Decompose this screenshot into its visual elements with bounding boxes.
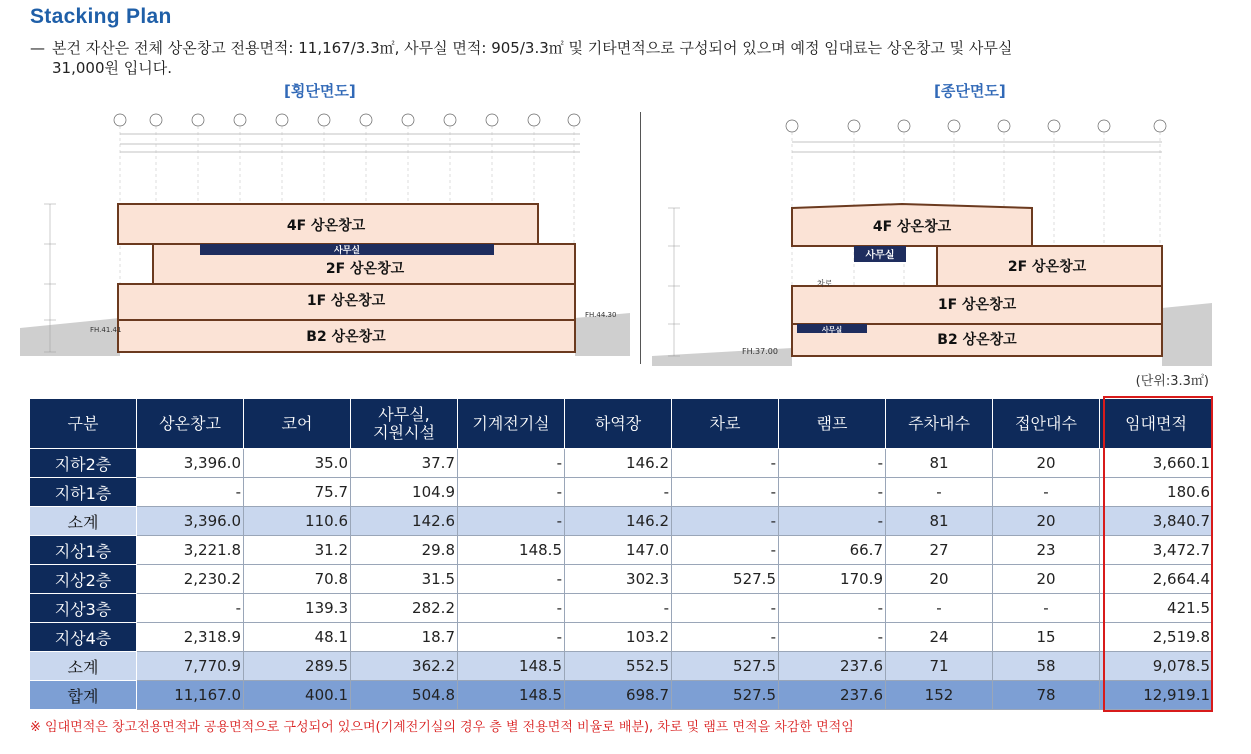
row-label: 소계	[30, 507, 137, 536]
table-cell: 362.2	[351, 652, 458, 681]
column-header: 구분	[30, 399, 137, 449]
table-cell: -	[137, 594, 244, 623]
page-title: Stacking Plan	[30, 5, 172, 28]
table-cell: 31.5	[351, 565, 458, 594]
table-cell: -	[779, 478, 886, 507]
cross-floor-1f: 1F 상온창고	[306, 293, 386, 309]
column-header: 하역장	[565, 399, 672, 449]
description	[30, 38, 1230, 78]
table-cell: 237.6	[779, 652, 886, 681]
table-row	[30, 536, 1213, 565]
row-label: 지하2층	[30, 449, 137, 478]
table-cell: 3,472.7	[1100, 536, 1213, 565]
table-cell: 35.0	[244, 449, 351, 478]
column-header: 차로	[672, 399, 779, 449]
table-cell: -	[993, 594, 1100, 623]
row-label: 지하1층	[30, 478, 137, 507]
stacking-table	[29, 398, 1213, 710]
table-cell: 81	[886, 507, 993, 536]
table-cell: 400.1	[244, 681, 351, 710]
cross-floor-office: 사무실	[333, 246, 361, 256]
long-floor-b2: B2 상온창고	[937, 332, 1017, 348]
long-floor-1f: 1F 상온창고	[937, 297, 1017, 313]
long-section-drawing	[652, 108, 1212, 366]
table-cell: 180.6	[1100, 478, 1213, 507]
table-cell: 3,396.0	[137, 449, 244, 478]
table-cell: 7,770.9	[137, 652, 244, 681]
table-cell: 2,664.4	[1100, 565, 1213, 594]
table-row	[30, 681, 1213, 710]
table-cell: 302.3	[565, 565, 672, 594]
table-cell: -	[672, 449, 779, 478]
column-header: 램프	[779, 399, 886, 449]
table-row	[30, 594, 1213, 623]
table-cell: 170.9	[779, 565, 886, 594]
table-cell: -	[458, 623, 565, 652]
table-cell: 152	[886, 681, 993, 710]
table-cell: 237.6	[779, 681, 886, 710]
cross-fh-left: FH.41.41	[90, 326, 122, 334]
cross-floor-b2: B2 상온창고	[306, 329, 386, 345]
table-cell: 289.5	[244, 652, 351, 681]
long-section-caption: [종단면도]	[934, 82, 1006, 100]
long-floor-4f: 4F 상온창고	[872, 219, 952, 235]
table-cell: 27	[886, 536, 993, 565]
table-cell: 70.8	[244, 565, 351, 594]
table-cell: 148.5	[458, 652, 565, 681]
table-cell: 3,660.1	[1100, 449, 1213, 478]
table-cell: 527.5	[672, 652, 779, 681]
table-row	[30, 478, 1213, 507]
table-cell: 148.5	[458, 536, 565, 565]
unit-label: (단위:3.3㎡)	[1135, 374, 1209, 389]
footnote: ※ 임대면적은 창고전용면적과 공용면적으로 구성되어 있으며(기계전기실의 경우 층 별 전용면적 비율로 배분), 차로 및 램프 면적을 차감한 면적임	[30, 720, 854, 735]
cross-fh-right: FH.44.30	[585, 311, 617, 319]
table-cell: 20	[993, 449, 1100, 478]
table-cell: -	[672, 536, 779, 565]
table-cell: 3,840.7	[1100, 507, 1213, 536]
column-header: 임대면적	[1100, 399, 1213, 449]
table-cell: 48.1	[244, 623, 351, 652]
description-line-2: 31,000원 입니다.	[52, 59, 172, 77]
table-cell: 147.0	[565, 536, 672, 565]
table-cell: 3,396.0	[137, 507, 244, 536]
table-cell: 20	[993, 565, 1100, 594]
table-cell: 20	[886, 565, 993, 594]
table-cell: 24	[886, 623, 993, 652]
table-cell: -	[672, 478, 779, 507]
table-cell: 75.7	[244, 478, 351, 507]
table-cell: -	[993, 478, 1100, 507]
table-cell: 2,519.8	[1100, 623, 1213, 652]
table-cell: -	[458, 449, 565, 478]
description-dash: —	[30, 39, 45, 57]
table-row	[30, 565, 1213, 594]
long-floor-2f: 2F 상온창고	[1007, 259, 1087, 275]
table-cell: 18.7	[351, 623, 458, 652]
table-cell: 2,230.2	[137, 565, 244, 594]
table-cell: 139.3	[244, 594, 351, 623]
long-lane-label: 차로	[817, 279, 833, 288]
table-cell: 12,919.1	[1100, 681, 1213, 710]
table-cell: 23	[993, 536, 1100, 565]
table-row	[30, 623, 1213, 652]
column-header: 코어	[244, 399, 351, 449]
table-cell: 31.2	[244, 536, 351, 565]
table-cell: -	[458, 478, 565, 507]
table-body	[30, 449, 1213, 710]
description-line-1: 본건 자산은 전체 상온창고 전용면적: 11,167/3.3㎡, 사무실 면적: 905/3.3㎡ 및 기타면적으로 구성되어 있으며 예정 임대료는 상온창고 및 사무실	[52, 39, 1013, 57]
column-header: 사무실, 지원시설	[351, 399, 458, 449]
table-cell: -	[779, 623, 886, 652]
grid-markers	[114, 114, 580, 126]
drawing-divider	[640, 112, 641, 364]
table-cell: -	[458, 507, 565, 536]
cross-section-caption: [횡단면도]	[284, 82, 356, 100]
table-cell: -	[779, 449, 886, 478]
table-cell: 527.5	[672, 565, 779, 594]
table-cell: -	[672, 594, 779, 623]
table-cell: 2,318.9	[137, 623, 244, 652]
table-cell: 148.5	[458, 681, 565, 710]
table-cell: 421.5	[1100, 594, 1213, 623]
table-cell: 146.2	[565, 449, 672, 478]
row-label: 합계	[30, 681, 137, 710]
table-cell: -	[886, 478, 993, 507]
table-cell: 9,078.5	[1100, 652, 1213, 681]
table-cell: 3,221.8	[137, 536, 244, 565]
table-row	[30, 507, 1213, 536]
table-cell: -	[458, 565, 565, 594]
table-cell: 58	[993, 652, 1100, 681]
table-row	[30, 652, 1213, 681]
table-cell: 104.9	[351, 478, 458, 507]
column-header: 접안대수	[993, 399, 1100, 449]
table-cell: -	[886, 594, 993, 623]
table-cell: -	[672, 623, 779, 652]
row-label: 지상2층	[30, 565, 137, 594]
table-cell: 20	[993, 507, 1100, 536]
cross-floor-4f: 4F 상온창고	[286, 218, 366, 234]
table-cell: -	[779, 507, 886, 536]
column-header: 상온창고	[137, 399, 244, 449]
long-floor-office-lower: 사무실	[821, 326, 843, 334]
table-header-row	[30, 399, 1213, 449]
table-cell: 552.5	[565, 652, 672, 681]
table-cell: 698.7	[565, 681, 672, 710]
row-label: 소계	[30, 652, 137, 681]
table-cell: -	[565, 478, 672, 507]
table-cell: 29.8	[351, 536, 458, 565]
row-label: 지상1층	[30, 536, 137, 565]
table-cell: 11,167.0	[137, 681, 244, 710]
column-header: 주차대수	[886, 399, 993, 449]
table-cell: -	[137, 478, 244, 507]
table-cell: 110.6	[244, 507, 351, 536]
long-floor-office-upper: 사무실	[865, 250, 895, 261]
table-cell: -	[779, 594, 886, 623]
table-cell: -	[458, 594, 565, 623]
row-label: 지상4층	[30, 623, 137, 652]
table-cell: 71	[886, 652, 993, 681]
table-cell: 78	[993, 681, 1100, 710]
table-cell: -	[565, 594, 672, 623]
table-cell: 66.7	[779, 536, 886, 565]
table-cell: 37.7	[351, 449, 458, 478]
table-cell: 504.8	[351, 681, 458, 710]
table-cell: 142.6	[351, 507, 458, 536]
table-cell: 527.5	[672, 681, 779, 710]
table-cell: 103.2	[565, 623, 672, 652]
long-fh-left: FH.37.00	[742, 347, 778, 356]
table-cell: 146.2	[565, 507, 672, 536]
grid-markers	[786, 120, 1166, 132]
row-label: 지상3층	[30, 594, 137, 623]
table-row	[30, 449, 1213, 478]
column-header: 기계전기실	[458, 399, 565, 449]
table-cell: 15	[993, 623, 1100, 652]
table-cell: 282.2	[351, 594, 458, 623]
cross-floor-2f: 2F 상온창고	[325, 261, 405, 277]
table-cell: 81	[886, 449, 993, 478]
table-cell: -	[672, 507, 779, 536]
cross-section-drawing	[20, 108, 630, 366]
